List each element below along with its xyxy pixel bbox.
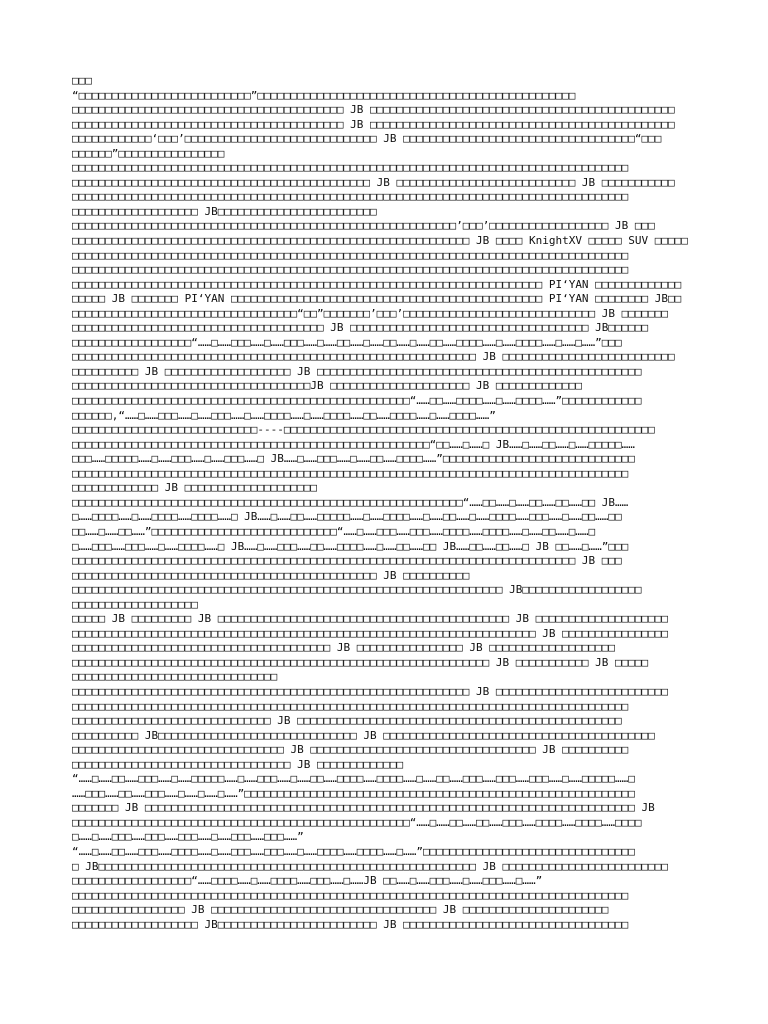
text-line: □□□□□□□□□□□□□□□□□□“……□□□□……□……□□□□……□□□……□……JB □□……□……□□□……□……□□□……□……” [72, 874, 543, 888]
text-line: □□□□□□□□□□□□□□□□□□□□□□□□□□□□□□□□□□□□□□□□□□□□□□□□□□□□□□□□□□□□□□□ JB □□□□□□□□□□□ JB □□□□□ [72, 655, 649, 669]
text-line: □□□□□□□□□□□□□□□□□□□□□□□□□□□□□□□□ JB □□□□□□□□□□□□□□□□□□□□□□□□□□□□□□□□□□ JB □□□□□□□□□□ [72, 743, 629, 757]
text-line: □□□□□□□□□□□□□□□□□□□□□□□□□□□□□□□□□□□□JB □□□□□□□□□□□□□□□□□□□□□ JB □□□□□□□□□□□□□ [72, 379, 582, 393]
text-line: □……□□□□……□……□□□□……□□□□……□ JB……□……□□……□□□□□……□……□□□□……□……□□……□……□□□□……□□□……□……□□……□□ [72, 510, 622, 524]
text-line: □□□□□□□□□□□□□□□□□□□□□□□□□□□□□□□□□□□□□□□ JB □□□□□□□□□□□□□□□□ JB □□□□□□□□□□□□□□□□□□□ [72, 641, 616, 655]
text-line: □□□□□□□□□□□□□□□□□□□□□□□□□□□□□□□□□□“□□”□□□□□□□’□□□’□□□□□□□□□□□□□□□□□□□□□□□□□□□□□ JB □□□□□□□ [72, 306, 669, 320]
text-line: □□□□□□□□□□□□□□□□□□□□□□□□□□□□□□□□□□□□□□□□□□□□□□□□□□□□□□□□□□□□□□□□□□□□□□ JB □□□□□□□□□□□□□□□□ [72, 626, 669, 640]
text-line: □□□□□□□□□□□□□□□□□□□□□□□□□□□□□□□□□□□□□□□□□□□□□□□□□□□□□□□□□□□□□□□□□□□□□□□□□□□□□□□□□□□□ [72, 248, 629, 262]
text-line: □□□□□□□□□□ JB□□□□□□□□□□□□□□□□□□□□□□□□□□□□□□ JB □□□□□□□□□□□□□□□□□□□□□□□□□□□□□□□□□□□□□□□□□ [72, 728, 655, 742]
text-line: □□□□□□□□□□□□□□□□□□□□□□□□□□□□□□□□□□□□□□□□□□□□□□□□□□□□□□□□□□□□□□□□□ JB□□□□□□□□□□□□□□□□□□ [72, 583, 642, 597]
text-line: “□□□□□□□□□□□□□□□□□□□□□□□□□□”□□□□□□□□□□□□□□□□□□□□□□□□□□□□□□□□□□□□□□□□□□□□□□□□ [72, 88, 576, 102]
text-line: □□□□□□□□□□□□□□□□□□□ JB□□□□□□□□□□□□□□□□□□□□□□□□ [72, 204, 377, 218]
text-line: □□□□□□,“……□……□□□……□……□□□……□……□□□□……□……□□□□……□□……□□□□……□……□□□□……” [72, 408, 496, 422]
text-line: □□□□□□□□□□□□□□□□□□□□□□□□□□□□□□□□□□□□□□□□□□□□□□□□□□□□□□□□□□□□□□□□□□□□□□□□□□□□□□□□□□□□ [72, 263, 629, 277]
text-line: □□□□□ JB □□□□□□□□□ JB □□□□□□□□□□□□□□□□□□□□□□□□□□□□□□□□□□□□□□□□□□□□ JB □□□□□□□□□□□□□□□□□□□□ [72, 612, 669, 626]
text-line: □□□□□□□□□□□□□□□□□□□□□□□□□□□□□□□□□□□□□□□□□□□□□□□□□□□□□□□□□□’□□□’□□□□□□□□□□□□□□□□□□ JB □□□ [72, 219, 655, 233]
text-line: □□□□□□□□□□□□□□□□□□□□□□□□□□□□□□□□□□□□□□□□□□□□□□□□□□□□□□□□□□□“……□□……□……□□……□□……□□ JB…… [72, 495, 629, 509]
text-line: □□□□□□”□□□□□□□□□□□□□□□□ [72, 146, 225, 160]
text-line: □□□□□□□□□□□□□□□□□□□□□□□□□□□□□□□□□□□□□□□□□□□□□□□□□□□“……□□……□□□□……□……□□□□……”□□□□□□□□□□□□ [72, 394, 642, 408]
text-line: □□□□□□□□□□□□□□□□□□□ [72, 597, 198, 611]
text-line: □□□□□□□□□□□□□□□□□□□□□□□□□□□□□□□□□□□□□□□□□□□□□□□□□□□□□□□□□□□□□□□□□□□□□□□□□□□□ JB □□□ [72, 554, 622, 568]
text-line: □□□□□□□□□□□□□□□□□□□□□□□□□□□□□□□□□□□□□□□□□□□□□□□□□□□□□□□□□□□□□□□□□□□□□□□□□□□□□□□□□□□□ [72, 161, 629, 175]
document-heading: □□□ [72, 74, 92, 87]
text-line: □……□……□□□……□□□……□□□……□……□□□……□□□……” [72, 830, 304, 844]
text-line: □□□□□□□□□□□□□□□□□□□□□□□□□□□□□□□□□□□□□□□□□□□□□□□□□□□□□□□□□□□□□□□□□□□□□□□□□□□□□□□□□□□□ [72, 190, 629, 204]
text-line: □□□□□□□□□□□□□□□□□□□□□□□□□□□□□□□□□□□□□□ JB □□□□□□□□□□□□□□□□□□□□□□□□□□□□□□□□□□□□ JB□□□□□□ [72, 321, 649, 335]
text-line: □□□□□□□□□□□□□□□□□□□□□□□□□□□□□□□ [72, 670, 278, 684]
text-line: □□□□□□□□□□□□□□□□□□□□□□□□□□□□□□□□□□□□□□□□□□□□□□□□□□□□□□□□□□□□□□□□□□□□□□□□□□□□□□□□□□□□ [72, 466, 629, 480]
text-line: □□□……□□□□□……□……□□□……□……□□□……□ JB……□……□□□……□……□□……□□□□……”□□□□□□□□□□□□□□□□□□□□□□□□□□□□□ [72, 452, 635, 466]
document-body [72, 89, 728, 933]
text-line: □……□□□……□□□……□……□□□□……□ JB……□……□□□……□□……□□□□……□……□□……□□ JB……□□……□□……□ JB □□……□……”□□□ [72, 539, 629, 553]
text-line: □□□□□□□□□□□□‘□□□’□□□□□□□□□□□□□□□□□□□□□□□□□□□□□ JB □□□□□□□□□□□□□□□□□□□□□□□□□□□□□□□□□□□“□□□ [72, 132, 662, 146]
text-line: □□□□□□□□□□□□□□□□□□“……□……□□□……□……□□□……□……□□……□……□□……□……□□……□□□□……□……□□□□……□……□……”□□□ [72, 335, 622, 349]
text-line: □□□□□□□□□□□□□□□□□□□ JB□□□□□□□□□□□□□□□□□□□□□□□□ JB □□□□□□□□□□□□□□□□□□□□□□□□□□□□□□□□□□ [72, 917, 629, 931]
text-line: □ JB□□□□□□□□□□□□□□□□□□□□□□□□□□□□□□□□□□□□□□□□□□□□□□□□□□□□□□□□□ JB □□□□□□□□□□□□□□□□□□□□□□□□□ [72, 859, 669, 873]
text-line: □□□□□□□□□□□□□□□□□□□□□□□□□□□□□□□□□□□□□□□□□□□□□□□□□□□□□□□□□□□□ JB □□□□□□□□□□□□□□□□□□□□□□□□□□ [72, 684, 669, 698]
text-line: □□□□□□□□□□□□□□□□□□□□□□□□□□□□□□□□□□□□□□□□□□□□□ JB □□□□□□□□□□□□□□□□□□□□□□□□□□□ JB □□□□□□□□□□□ [72, 175, 675, 189]
text-line: □□□□□□□□□□□□□□□□□□□□□□□□□□□□□□□□□□□□□□□□□ JB □□□□□□□□□□□□□□□□□□□□□□□□□□□□□□□□□□□□□□□□□□□□□□ [72, 103, 675, 117]
text-line: “……□……□□……□□□……□□□□……□……□□□……□□□……□……□□□□……□□□□……□……”□□□□□□□□□□□□□□□□□□□□□□□□□□□□□□□□ [72, 844, 635, 858]
text-line: □□□□□□□□□□□□□□□□□□□□□□□□□□□□□□□□□□□□□□□□□□□□□□□□□□□□□□“□□……□……□ JB……□……□□……□……□□□□□…… [72, 437, 635, 451]
text-line: □□□□□□□□□□□□□ JB □□□□□□□□□□□□□□□□□□□□ [72, 481, 318, 495]
text-line: □□□□□□□□□□□□□□□□□□□□□□□□□□□□□□□□□□□□□□□□□□□□□□□□□□□□□□□□□□□□□□□□□□□□□□□ PI‘YAN □□□□□□□□□□□□□ [72, 277, 682, 291]
text-line: □□□□□□□□□□□□□□□□□ JB □□□□□□□□□□□□□□□□□□□□□□□□□□□□□□□□□□ JB □□□□□□□□□□□□□□□□□□□□□□ [72, 903, 609, 917]
text-line: □□□□□□□□□□□□□□□□□□□□□□□□□□□□□□□□□□□□□□□□□□□□□□□□□□□□□□□□□□□□□□□□□□□□□□□□□□□□□□□□□□□□ [72, 699, 629, 713]
text-line: □□□□□□□ JB □□□□□□□□□□□□□□□□□□□□□□□□□□□□□□□□□□□□□□□□□□□□□□□□□□□□□□□□□□□□□□□□□□□□□□□□□□ JB [72, 801, 655, 815]
text-line: “……□……□□……□□□……□……□□□□□……□……□□□……□……□□……□□□□……□□□□……□……□□……□□□……□□□……□□□……□……□□□□□……□ [72, 772, 635, 786]
text-line: □□□□□□□□□□ JB □□□□□□□□□□□□□□□□□□□ JB □□□□□□□□□□□□□□□□□□□□□□□□□□□□□□□□□□□□□□□□□□□□□□□□□ [72, 364, 642, 378]
text-line: □□□□□□□□□□□□□□□□□□□□□□□□□□□□□□□□□□□□□□□□□□□□□□□□□□□□□□□□□□□□□□□□□□□□□□□□□□□□□□□□□□□□ [72, 888, 629, 902]
text-line: □□□□□□□□□□□□□□□□□□□□□□□□□□□□□□□□□□□□□□□□□□□□□□ JB □□□□□□□□□□ [72, 568, 470, 582]
text-line: ……□□□……□□……□□□……□……□……□……”□□□□□□□□□□□□□□□□□□□□□□□□□□□□□□□□□□□□□□□□□□□□□□□□□□□□□□□□□□□ [72, 786, 635, 800]
text-line: □□□□□□□□□□□□□□□□□□□□□□□□□□□□□□ JB □□□□□□□□□□□□□□□□□□□□□□□□□□□□□□□□□□□□□□□□□□□□□□□□□ [72, 714, 622, 728]
text-line: □□□□□□□□□□□□□□□□□□□□□□□□□□□□----□□□□□□□□□□□□□□□□□□□□□□□□□□□□□□□□□□□□□□□□□□□□□□□□□□□□□□□□ [72, 423, 655, 437]
text-line: □□□□□□□□□□□□□□□□□□□□□□□□□□□□□□□□□□□□□□□□□□□□□□□□□□□□□□□□□□□□□ JB □□□□□□□□□□□□□□□□□□□□□□□□□□ [72, 350, 675, 364]
text-line: □□……□……□□……”□□□□□□□□□□□□□□□□□□□□□□□□□□□□“……□……□□□……□□□……□□□□……□□□□……□……□□……□……□ [72, 524, 596, 538]
text-line: □□□□□□□□□□□□□□□□□□□□□□□□□□□□□□□□□□□□□□□□□ JB □□□□□□□□□□□□□□□□□□□□□□□□□□□□□□□□□□□□□□□□□□□□□□ [72, 117, 675, 131]
text-line: □□□□□ JB □□□□□□□ PI‘YAN □□□□□□□□□□□□□□□□□□□□□□□□□□□□□□□□□□□□□□□□□□□□□□□ PI‘YAN □□□□□□□□ JB□□ [72, 292, 682, 306]
text-line: □□□□□□□□□□□□□□□□□□□□□□□□□□□□□□□□□□□□□□□□□□□□□□□□□□□□□□□□□□□□ JB □□□□ KnightXV □□□□□ SUV □□□□□ [72, 234, 688, 248]
text-line: □□□□□□□□□□□□□□□□□□□□□□□□□□□□□□□□□ JB □□□□□□□□□□□□□ [72, 757, 404, 771]
text-line: □□□□□□□□□□□□□□□□□□□□□□□□□□□□□□□□□□□□□□□□□□□□□□□□□□□“……□……□□……□□……□□□……□□□□……□□□□……□□□□ [72, 815, 642, 829]
